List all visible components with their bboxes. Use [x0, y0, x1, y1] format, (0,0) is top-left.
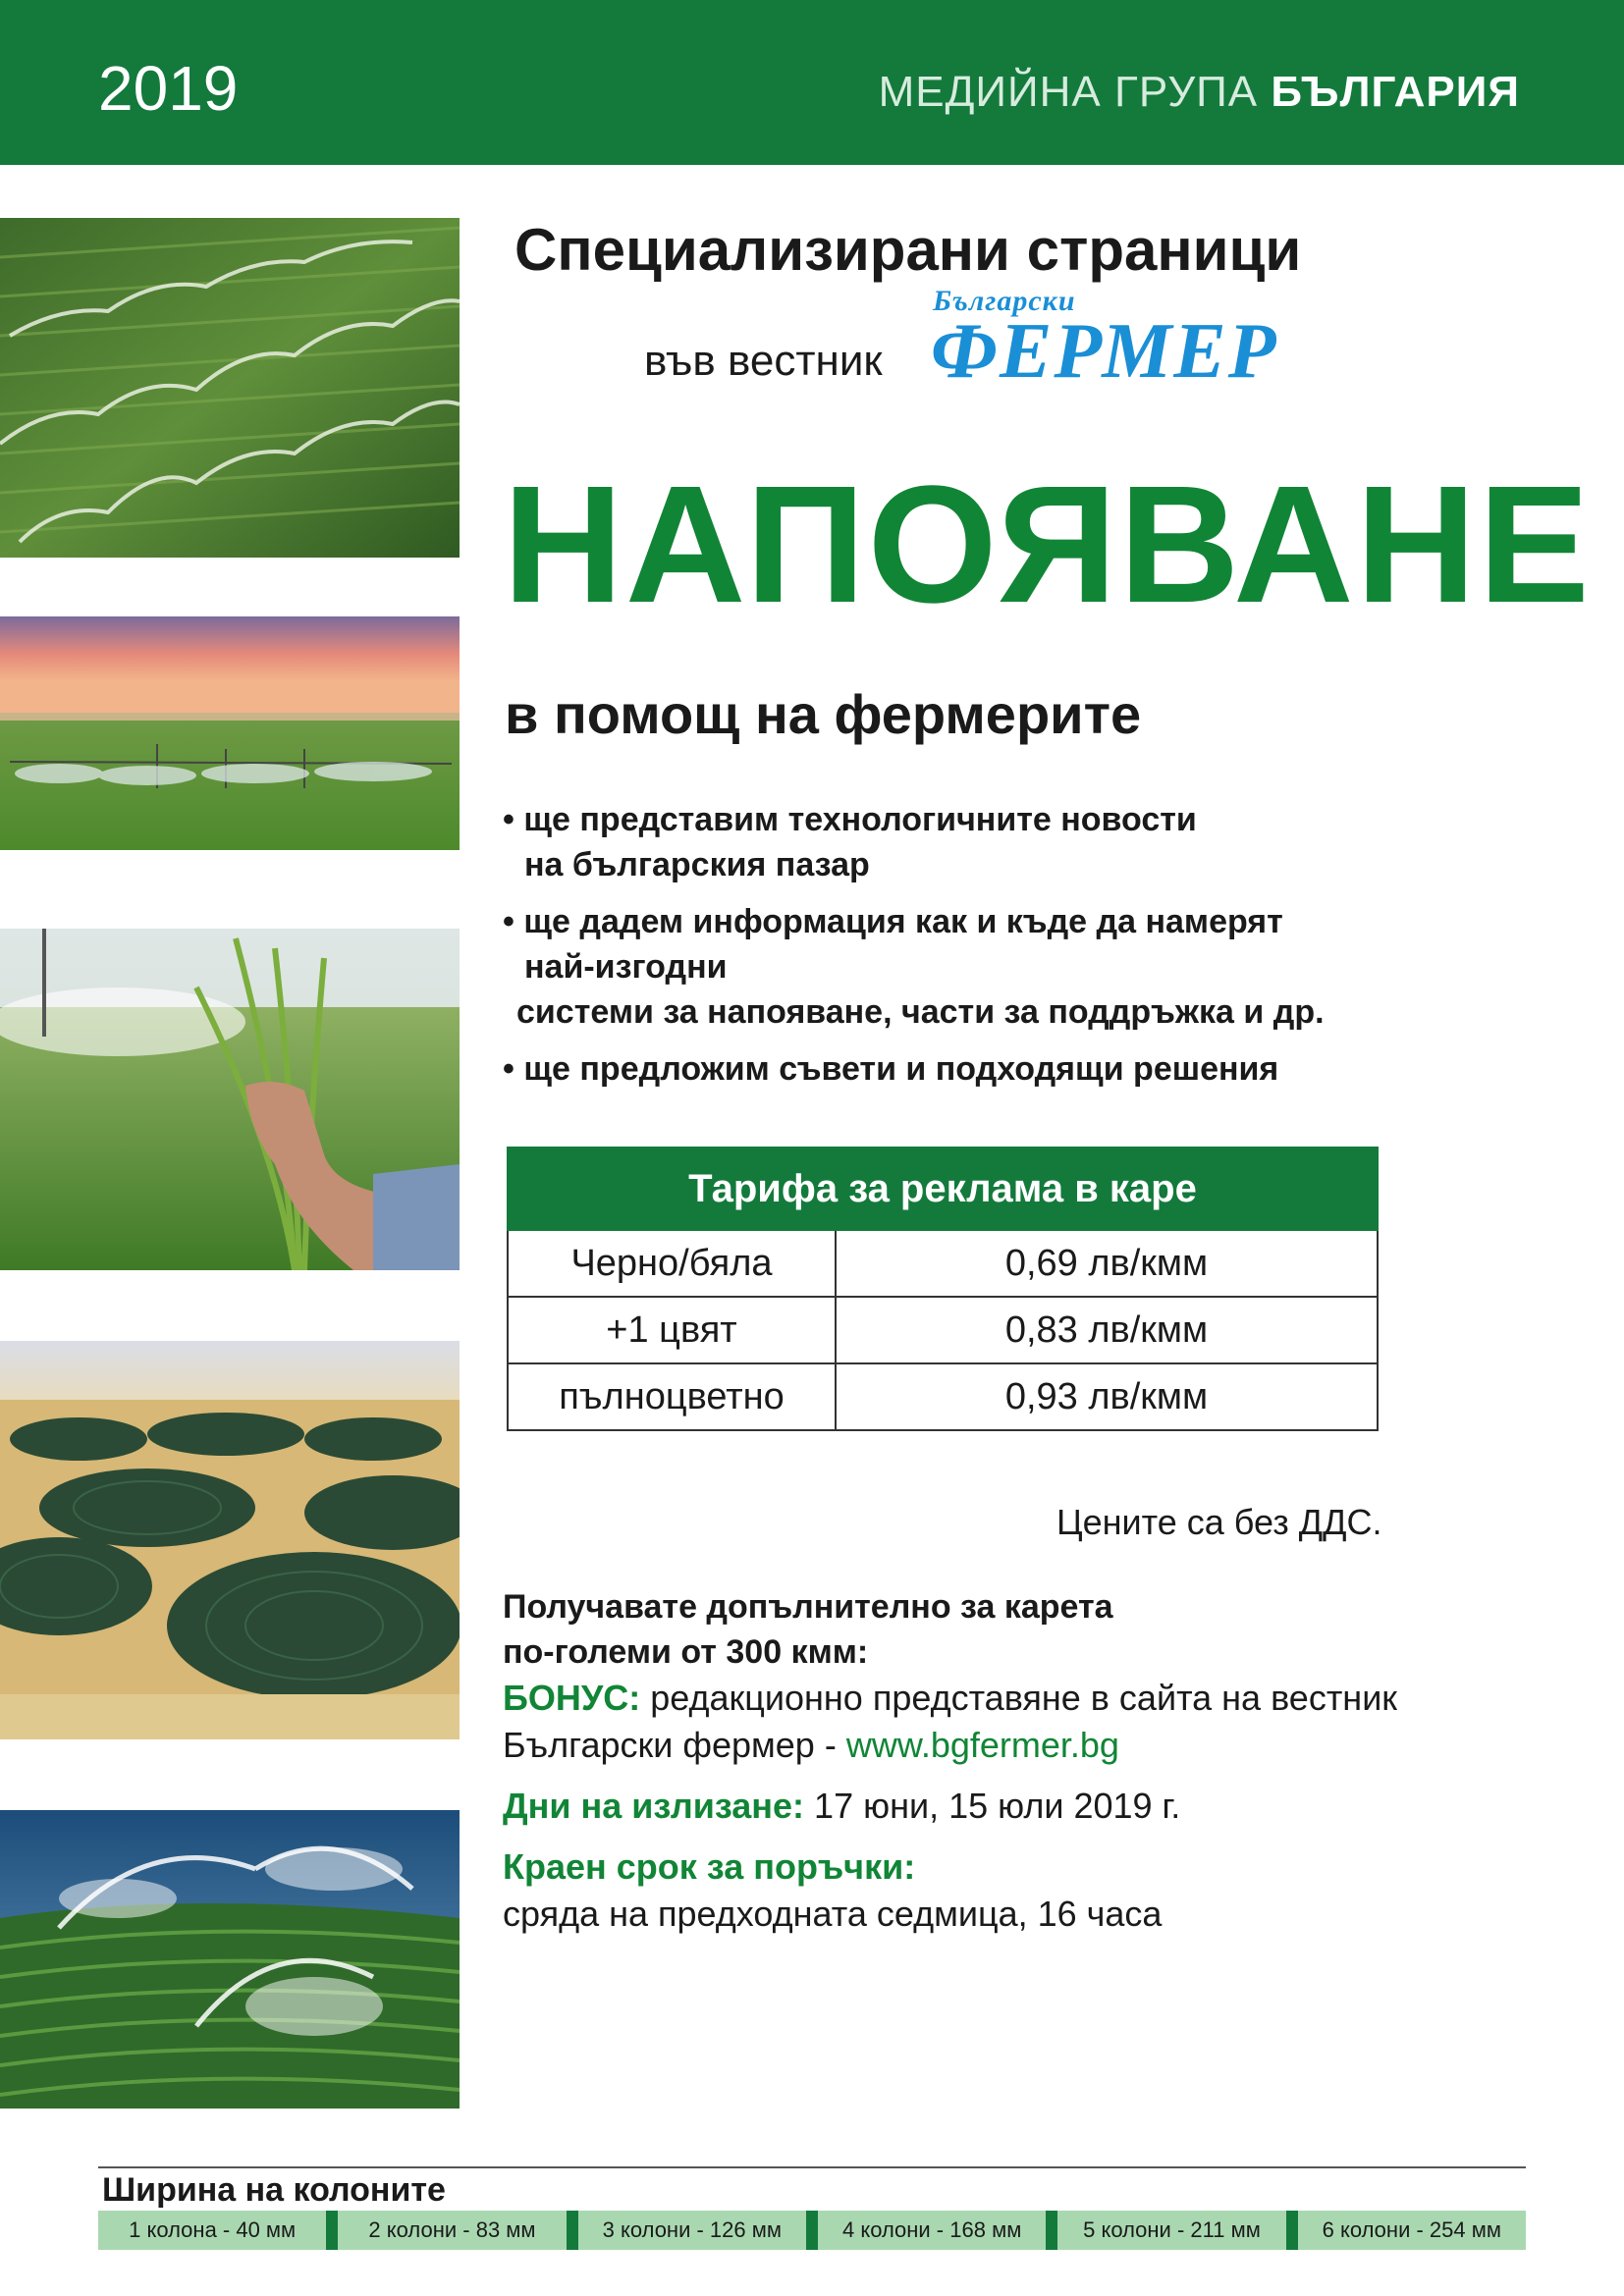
table-row	[508, 1297, 1378, 1363]
column-width-item: 4 колони - 168 мм	[818, 2211, 1046, 2250]
extra-offer-line: по-големи от 300 кмм:	[503, 1633, 869, 1671]
logo-bulgarski: Български	[933, 285, 1076, 317]
vat-note: Цените са без ДДС.	[1056, 1502, 1382, 1542]
divider	[98, 2166, 1526, 2168]
sunset-pivot-photo	[0, 616, 460, 850]
page-subtitle: в помощ на фермерите	[505, 683, 1142, 745]
release-days-line	[503, 1783, 1485, 1830]
bullet-text: на българския пазар	[524, 846, 870, 883]
bonus-label: БОНУС:	[503, 1678, 641, 1718]
rate-label: +1 цвят	[508, 1297, 836, 1363]
column-width-item: 6 колони - 254 мм	[1298, 2211, 1526, 2250]
table-row	[508, 1363, 1378, 1430]
media-group-light: МЕДИЙНА ГРУПА	[878, 68, 1259, 116]
rate-value: 0,69 лв/кмм	[836, 1230, 1378, 1297]
bonus-text: редакционно представяне в сайта на вестник	[640, 1678, 1398, 1718]
bullet-item	[503, 797, 1386, 887]
deadline-text: сряда на предходната седмица, 16 часа	[503, 1894, 1163, 1934]
sprinklers-field-photo	[0, 218, 460, 558]
column-width-item: 1 колона - 40 мм	[98, 2211, 326, 2250]
circle-fields-photo	[0, 1341, 460, 1739]
hand-grass-photo	[0, 929, 460, 1270]
bullet-text: • ще предложим съвети и подходящи решения	[503, 1050, 1279, 1088]
rate-label: пълноцветно	[508, 1363, 836, 1430]
logo-fermer: ФЕРМЕР	[931, 308, 1278, 395]
website-link[interactable]: www.bgfermer.bg	[845, 1725, 1119, 1765]
info-block	[503, 1584, 1485, 1938]
bonus-text-2: Български фермер -	[503, 1725, 846, 1765]
bullet-text: системи за напояване, части за поддръжка и др.	[516, 993, 1325, 1031]
header-bar	[0, 0, 1624, 165]
sprinklers-rows-photo	[0, 1810, 460, 2109]
column-width-item: 5 колони - 211 мм	[1057, 2211, 1285, 2250]
rate-table-header: Тарифа за реклама в каре	[508, 1148, 1378, 1230]
bonus-line	[503, 1675, 1485, 1722]
rate-value: 0,93 лв/кмм	[836, 1363, 1378, 1430]
rate-value: 0,83 лв/кмм	[836, 1297, 1378, 1363]
intro-heading: Специализирани страници	[514, 217, 1302, 283]
rate-label: Черно/бяла	[508, 1230, 836, 1297]
release-days-text: 17 юни, 15 юли 2019 г.	[804, 1786, 1181, 1826]
extra-offer-line: Получавате допълнително за карета	[503, 1588, 1113, 1626]
bullet-text: • ще представим технологичните новости	[503, 801, 1197, 838]
media-group-bold: БЪЛГАРИЯ	[1271, 68, 1520, 116]
bullet-text: • ще дадем информация как и къде да намерят	[503, 903, 1283, 940]
bullet-list	[503, 797, 1386, 1103]
rate-table	[507, 1147, 1379, 1431]
column-widths-title: Ширина на колоните	[102, 2171, 446, 2209]
bullet-item	[503, 899, 1386, 1035]
intro-newspaper-label: във вестник	[644, 337, 883, 385]
year-label: 2019	[98, 53, 239, 124]
page-title: НАПОЯВАНЕ	[503, 452, 1592, 638]
column-widths-bar	[98, 2211, 1526, 2250]
column-width-item: 2 колони - 83 мм	[338, 2211, 566, 2250]
deadline-label: Краен срок за поръчки:	[503, 1846, 916, 1887]
release-days-label: Дни на излизане:	[503, 1786, 805, 1826]
bullet-text: най-изгодни	[524, 948, 728, 986]
bonus-line-2	[503, 1722, 1485, 1769]
table-row	[508, 1230, 1378, 1297]
media-group-label	[878, 68, 1520, 116]
column-width-item: 3 колони - 126 мм	[578, 2211, 806, 2250]
bullet-item	[503, 1046, 1386, 1092]
